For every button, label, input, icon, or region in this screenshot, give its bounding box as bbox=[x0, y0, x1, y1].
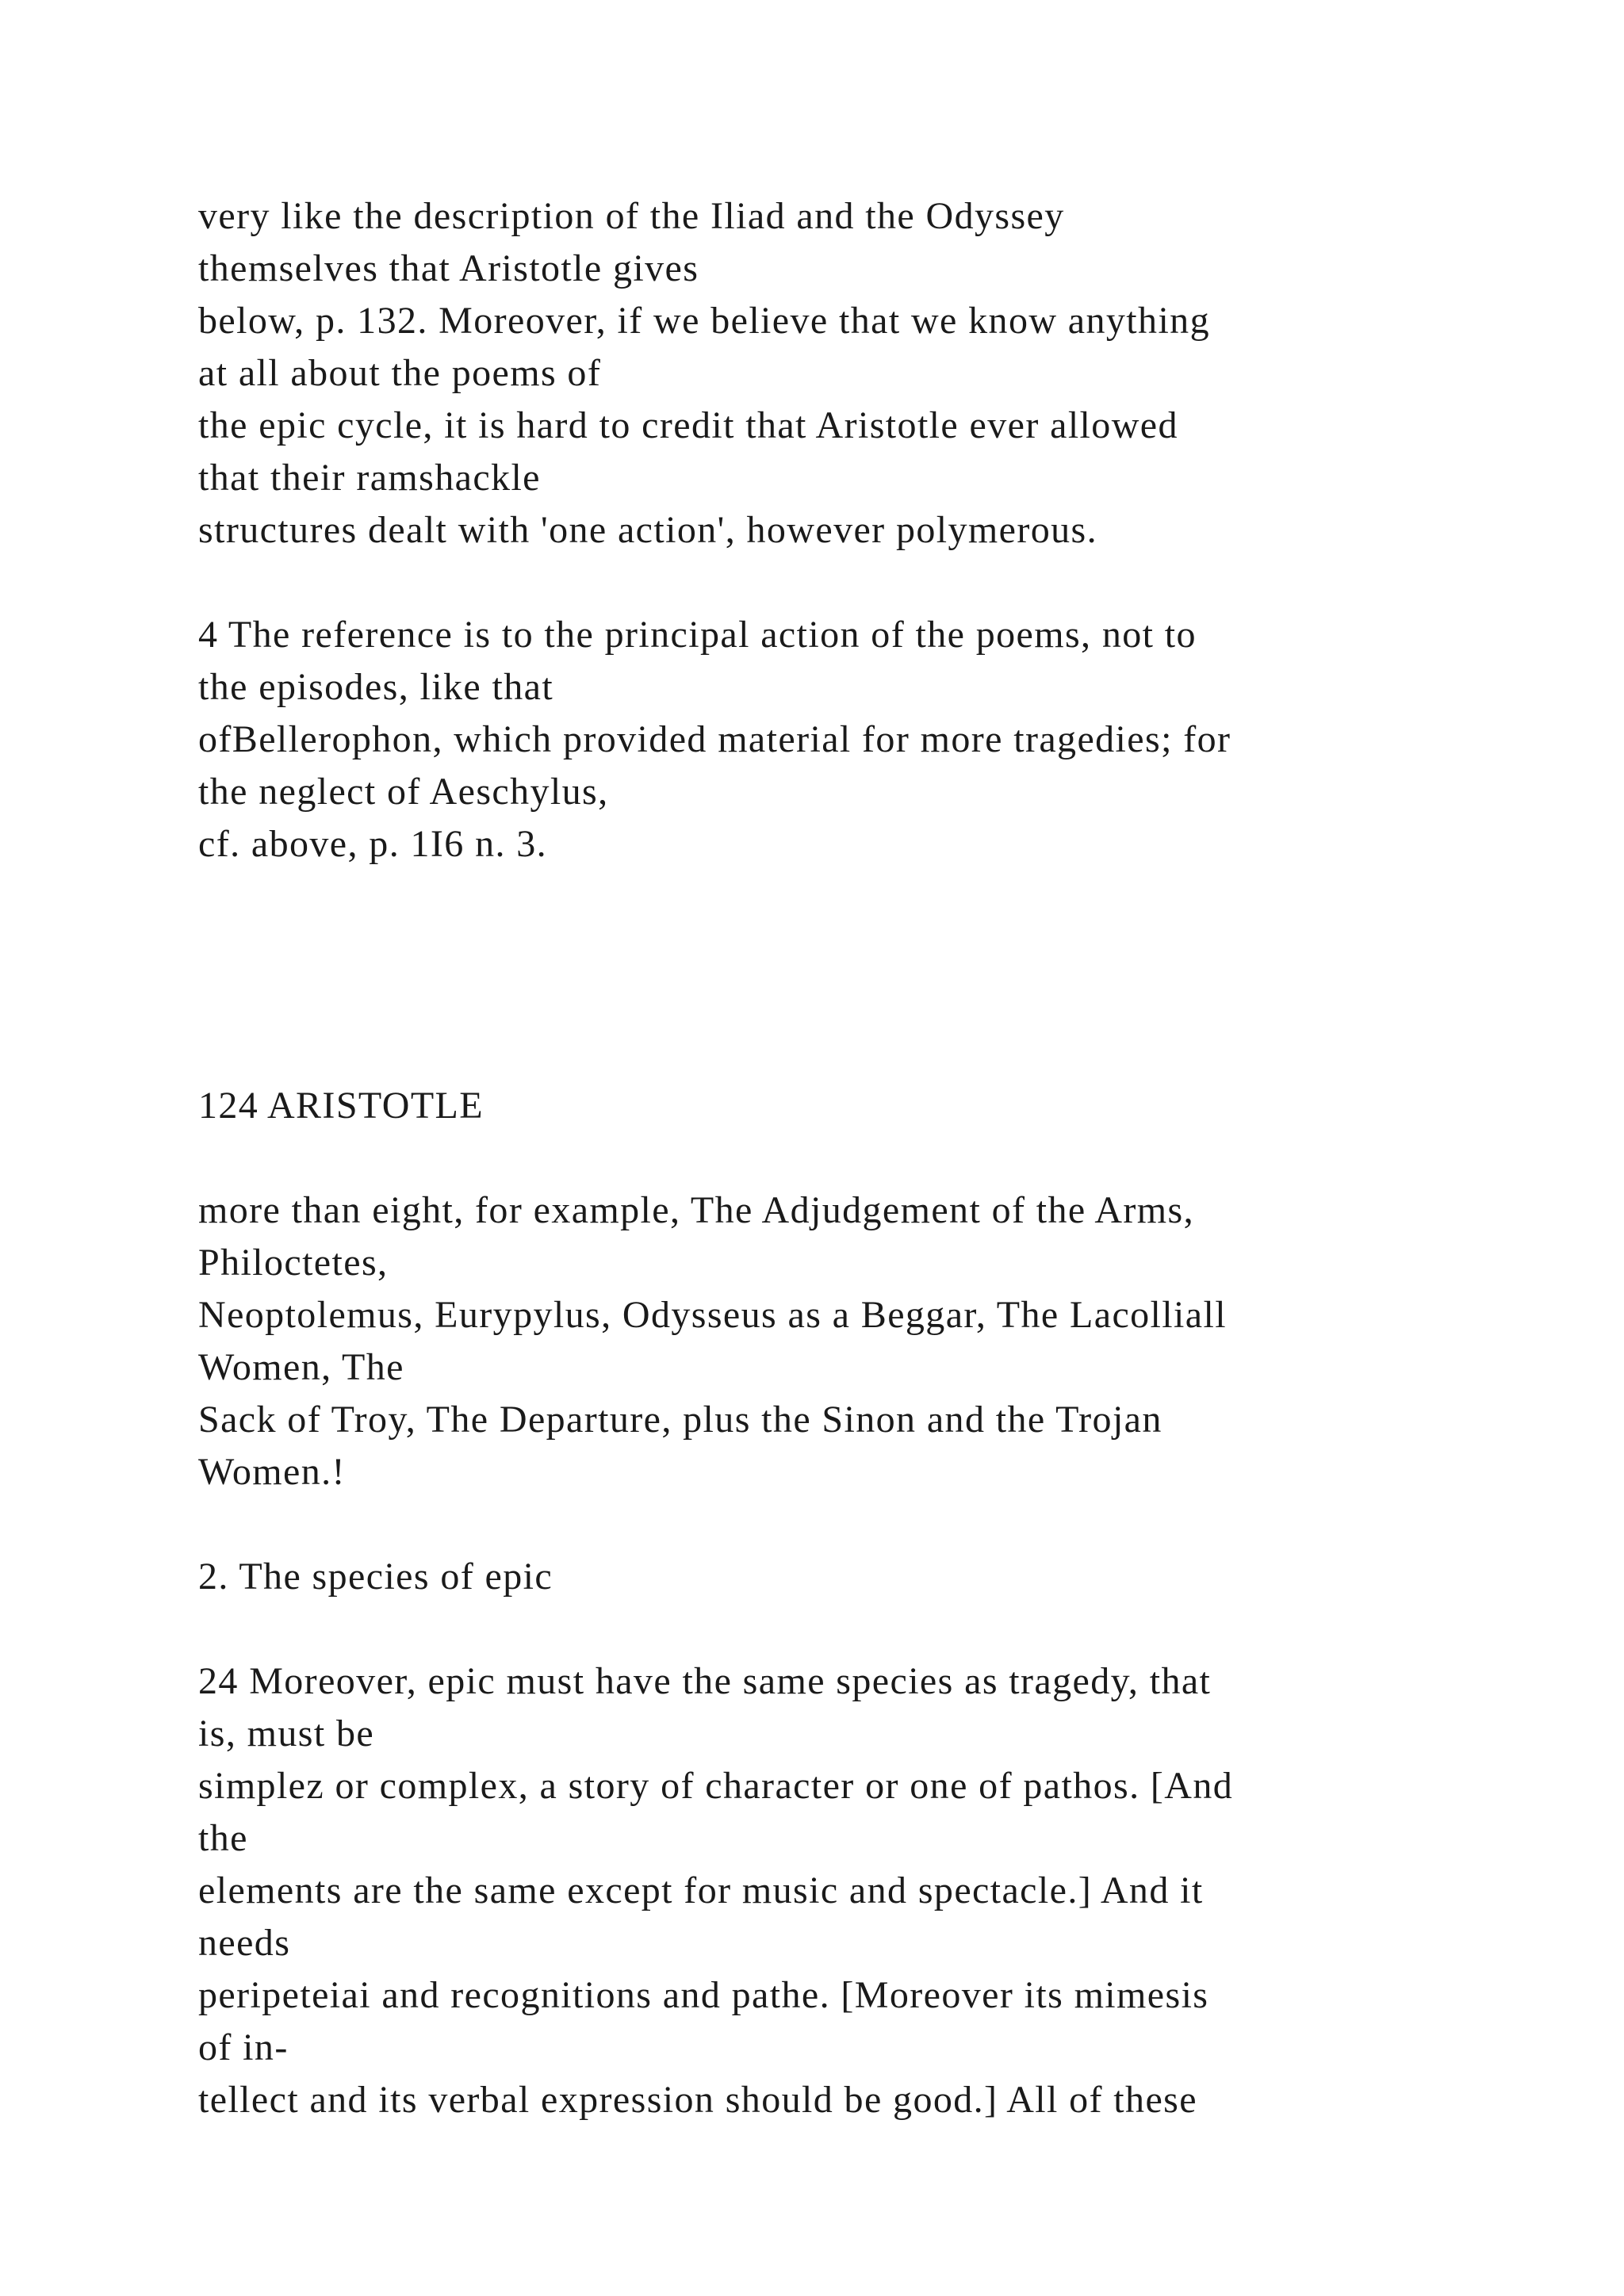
text-line: Women, The bbox=[198, 1346, 404, 1388]
text-line: at all about the poems of bbox=[198, 352, 602, 394]
paragraph-epic-cycle bbox=[198, 190, 1483, 557]
text-line: more than eight, for example, The Adjudgement of the Arms, bbox=[198, 1189, 1195, 1231]
running-header: 124 ARISTOTLE bbox=[198, 1085, 484, 1127]
text-line: is, must be bbox=[198, 1712, 375, 1755]
text-line: the epic cycle, it is hard to credit that Aristotle ever allowed bbox=[198, 404, 1178, 446]
text-line: peripeteiai and recognitions and pathe. [Moreover its mimesis bbox=[198, 1974, 1209, 2016]
text-line: the bbox=[198, 1817, 248, 1859]
text-line: structures dealt with 'one action', however polymerous. bbox=[198, 509, 1098, 551]
text-line: very like the description of the Iliad and the Odyssey bbox=[198, 195, 1065, 237]
text-line: 24 Moreover, epic must have the same species as tragedy, that bbox=[198, 1660, 1212, 1702]
paragraph-gap bbox=[198, 1498, 1483, 1551]
text-line: Women.! bbox=[198, 1451, 346, 1493]
section-heading: 2. The species of epic bbox=[198, 1556, 553, 1598]
paragraph-species-of-epic bbox=[198, 1655, 1483, 2126]
document-page bbox=[198, 190, 1483, 2126]
text-line: the episodes, like that bbox=[198, 666, 554, 708]
paragraph-gap bbox=[198, 1132, 1483, 1184]
text-line: Philoctetes, bbox=[198, 1242, 389, 1284]
text-line: Neoptolemus, Eurypylus, Odysseus as a Beggar, The Lacolliall bbox=[198, 1294, 1227, 1336]
text-line: Sack of Troy, The Departure, plus the Sinon and the Trojan bbox=[198, 1399, 1162, 1441]
footnote-4 bbox=[198, 609, 1483, 871]
text-line: cf. above, p. 1I6 n. 3. bbox=[198, 823, 548, 865]
text-line: the neglect of Aeschylus, bbox=[198, 771, 609, 813]
paragraph-gap bbox=[198, 1603, 1483, 1655]
text-line: ofBellerophon, which provided material for more tragedies; for bbox=[198, 718, 1231, 760]
paragraph-gap bbox=[198, 557, 1483, 609]
text-line: 4 The reference is to the principal action of the poems, not to bbox=[198, 614, 1197, 656]
text-line: simplez or complex, a story of character or one of pathos. [And bbox=[198, 1765, 1234, 1807]
paragraph-tragedies-list bbox=[198, 1184, 1483, 1498]
page-break-gap bbox=[198, 871, 1483, 1080]
text-line: tellect and its verbal expression should be good.] All of these bbox=[198, 2079, 1197, 2121]
text-line: that their ramshackle bbox=[198, 457, 541, 499]
text-line: elements are the same except for music and spectacle.] And it bbox=[198, 1869, 1204, 1911]
text-line: of in- bbox=[198, 2026, 289, 2068]
text-line: below, p. 132. Moreover, if we believe that we know anything bbox=[198, 300, 1210, 342]
text-line: needs bbox=[198, 1922, 291, 1964]
text-line: themselves that Aristotle gives bbox=[198, 247, 699, 289]
